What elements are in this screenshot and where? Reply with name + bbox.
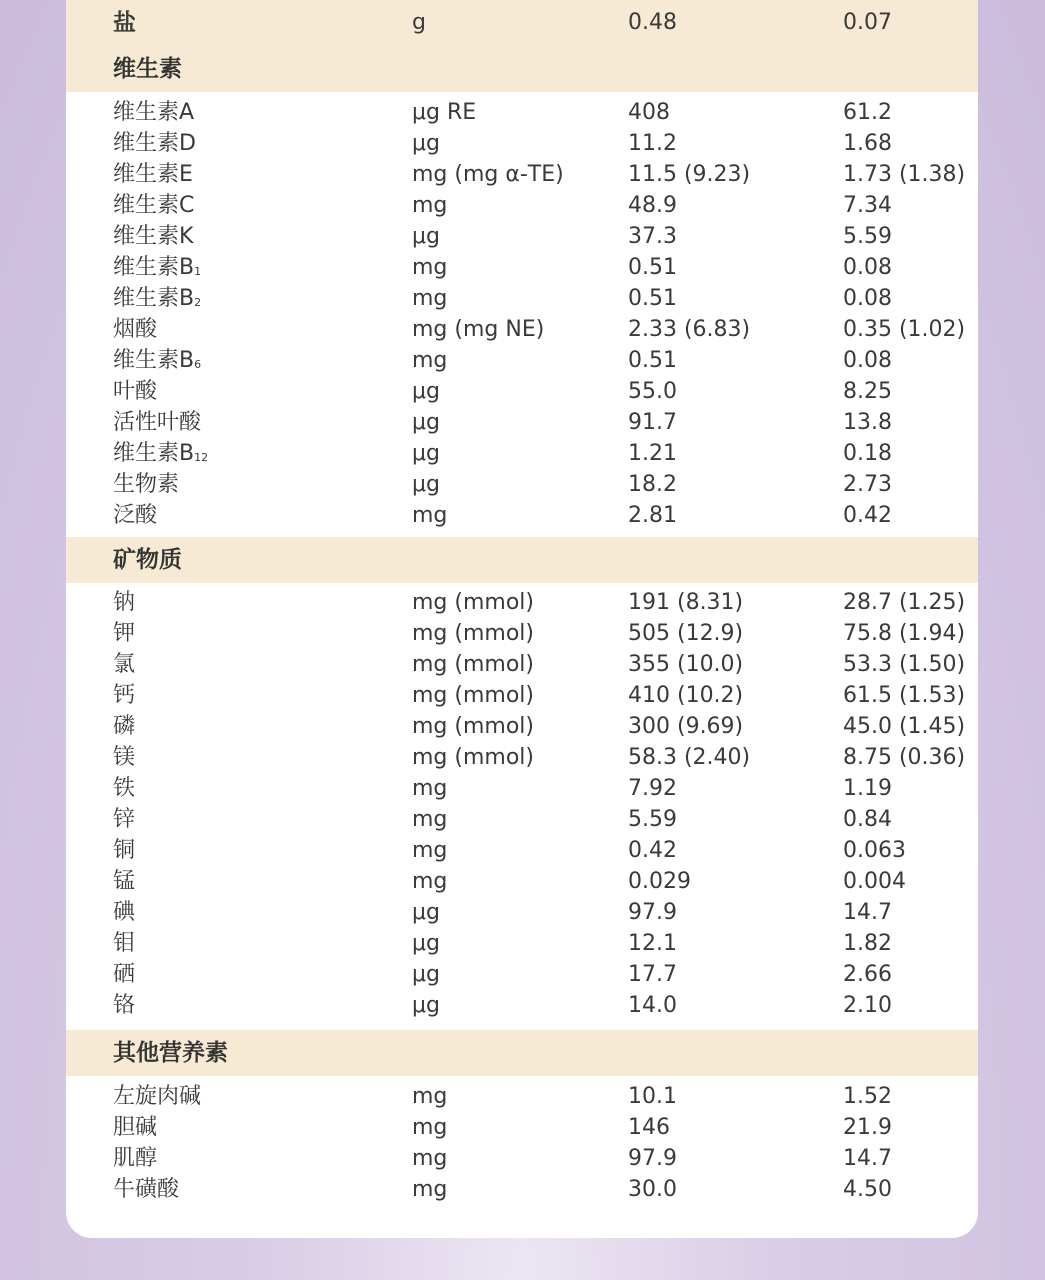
nutrient-unit: mg bbox=[412, 255, 448, 280]
nutrient-name: 维生素K bbox=[113, 224, 194, 249]
table-row bbox=[66, 221, 978, 252]
table-row bbox=[66, 438, 978, 469]
value-per-100kj: 21.9 bbox=[843, 1115, 892, 1140]
table-row bbox=[66, 1174, 978, 1205]
nutrient-name-text: 维生素B bbox=[113, 348, 195, 373]
value-per-100kj: 45.0 (1.45) bbox=[843, 714, 966, 739]
table-row bbox=[66, 680, 978, 711]
nutrient-name: 维生素E bbox=[113, 162, 193, 187]
salt-row bbox=[66, 0, 978, 46]
value-per-100kj: 8.75 (0.36) bbox=[843, 745, 966, 770]
nutrient-name: 铜 bbox=[113, 838, 136, 863]
value-per-100kj: 28.7 (1.25) bbox=[843, 590, 966, 615]
nutrient-unit: μg bbox=[412, 931, 440, 956]
nutrient-name: 维生素D bbox=[113, 131, 196, 156]
value-per-100kj: 0.08 bbox=[843, 348, 892, 373]
table-row bbox=[66, 407, 978, 438]
nutrient-unit: mg bbox=[412, 1146, 448, 1171]
nutrient-name: 铬 bbox=[113, 993, 136, 1018]
nutrient-unit: mg bbox=[412, 348, 448, 373]
section-header-vitamins bbox=[66, 46, 978, 92]
table-row bbox=[66, 159, 978, 190]
value-per-100kj: 7.34 bbox=[843, 193, 892, 218]
nutrient-name-text: 维生素B bbox=[113, 255, 195, 280]
value-per-100kj: 75.8 (1.94) bbox=[843, 621, 966, 646]
value-per-100g: 2.81 bbox=[628, 503, 677, 528]
table-row bbox=[66, 345, 978, 376]
table-row bbox=[66, 587, 978, 618]
table-row bbox=[66, 866, 978, 897]
salt-unit: g bbox=[412, 10, 426, 35]
nutrient-name bbox=[113, 345, 201, 380]
value-per-100kj: 0.84 bbox=[843, 807, 892, 832]
value-per-100g: 191 (8.31) bbox=[628, 590, 744, 615]
nutrient-unit: μg bbox=[412, 993, 440, 1018]
value-per-100kj: 61.2 bbox=[843, 100, 892, 125]
value-per-100g: 0.029 bbox=[628, 869, 691, 894]
nutrient-name: 氯 bbox=[113, 652, 136, 677]
nutrient-unit: mg bbox=[412, 193, 448, 218]
value-per-100kj: 61.5 (1.53) bbox=[843, 683, 966, 708]
value-per-100kj: 0.08 bbox=[843, 255, 892, 280]
value-per-100kj: 53.3 (1.50) bbox=[843, 652, 966, 677]
nutrient-unit: mg bbox=[412, 869, 448, 894]
table-row bbox=[66, 376, 978, 407]
value-per-100g: 97.9 bbox=[628, 900, 677, 925]
table-row bbox=[66, 1143, 978, 1174]
section-header-others bbox=[66, 1030, 978, 1076]
nutrient-name: 肌醇 bbox=[113, 1146, 158, 1171]
value-per-100kj: 14.7 bbox=[843, 1146, 892, 1171]
nutrient-subscript: 1 bbox=[194, 265, 202, 278]
value-per-100g: 14.0 bbox=[628, 993, 677, 1018]
nutrient-unit: mg (mmol) bbox=[412, 683, 534, 708]
nutrient-unit: μg bbox=[412, 224, 440, 249]
salt-name: 盐 bbox=[113, 10, 136, 36]
value-per-100g: 10.1 bbox=[628, 1084, 677, 1109]
value-per-100g: 505 (12.9) bbox=[628, 621, 744, 646]
value-per-100kj: 1.52 bbox=[843, 1084, 892, 1109]
nutrient-unit: mg (mmol) bbox=[412, 745, 534, 770]
nutrient-unit: μg bbox=[412, 441, 440, 466]
table-row bbox=[66, 1112, 978, 1143]
nutrient-unit: mg bbox=[412, 286, 448, 311]
nutrient-unit: mg bbox=[412, 807, 448, 832]
nutrient-unit: mg (mmol) bbox=[412, 621, 534, 646]
value-per-100kj: 1.68 bbox=[843, 131, 892, 156]
section-title: 维生素 bbox=[113, 56, 182, 82]
table-row bbox=[66, 835, 978, 866]
table-row bbox=[66, 928, 978, 959]
nutrient-unit: mg (mg NE) bbox=[412, 317, 545, 342]
nutrient-subscript: 6 bbox=[194, 358, 202, 371]
table-row bbox=[66, 649, 978, 680]
value-per-100g: 5.59 bbox=[628, 807, 677, 832]
value-per-100g: 7.92 bbox=[628, 776, 677, 801]
nutrient-unit: mg (mmol) bbox=[412, 652, 534, 677]
nutrient-name: 钠 bbox=[113, 590, 136, 615]
value-per-100kj: 0.08 bbox=[843, 286, 892, 311]
value-per-100g: 300 (9.69) bbox=[628, 714, 744, 739]
nutrient-unit: mg (mmol) bbox=[412, 714, 534, 739]
section-header-minerals bbox=[66, 537, 978, 583]
value-per-100g: 2.33 (6.83) bbox=[628, 317, 751, 342]
nutrient-name-text: 维生素B bbox=[113, 286, 195, 311]
nutrient-name: 叶酸 bbox=[113, 379, 158, 404]
value-per-100g: 58.3 (2.40) bbox=[628, 745, 751, 770]
value-per-100kj: 5.59 bbox=[843, 224, 892, 249]
table-row bbox=[66, 897, 978, 928]
nutrient-unit: μg bbox=[412, 410, 440, 435]
nutrient-name: 胆碱 bbox=[113, 1115, 158, 1140]
value-per-100g: 408 bbox=[628, 100, 670, 125]
nutrient-name: 铁 bbox=[113, 776, 136, 801]
table-row bbox=[66, 97, 978, 128]
value-per-100kj: 1.19 bbox=[843, 776, 892, 801]
nutrient-name: 钾 bbox=[113, 621, 136, 646]
table-row bbox=[66, 990, 978, 1021]
nutrient-name: 烟酸 bbox=[113, 317, 158, 342]
nutrient-name bbox=[113, 283, 201, 318]
nutrient-unit: mg bbox=[412, 776, 448, 801]
nutrient-unit: mg (mg α-TE) bbox=[412, 162, 564, 187]
nutrient-name: 锰 bbox=[113, 869, 136, 894]
value-per-100g: 410 (10.2) bbox=[628, 683, 744, 708]
value-per-100kj: 14.7 bbox=[843, 900, 892, 925]
nutrient-unit: mg bbox=[412, 1115, 448, 1140]
nutrient-name: 维生素A bbox=[113, 100, 195, 125]
nutrient-unit: mg bbox=[412, 1177, 448, 1202]
table-row bbox=[66, 1081, 978, 1112]
value-per-100g: 12.1 bbox=[628, 931, 677, 956]
value-per-100g: 146 bbox=[628, 1115, 670, 1140]
nutrient-unit: mg bbox=[412, 1084, 448, 1109]
nutrient-subscript: 2 bbox=[194, 296, 202, 309]
salt-per100g: 0.48 bbox=[628, 10, 677, 35]
nutrient-name: 钙 bbox=[113, 683, 136, 708]
value-per-100g: 97.9 bbox=[628, 1146, 677, 1171]
table-row bbox=[66, 959, 978, 990]
value-per-100g: 37.3 bbox=[628, 224, 677, 249]
table-row bbox=[66, 773, 978, 804]
nutrient-unit: μg bbox=[412, 379, 440, 404]
table-row bbox=[66, 128, 978, 159]
nutrient-name-text: 维生素B bbox=[113, 441, 195, 466]
nutrient-name: 牛磺酸 bbox=[113, 1177, 180, 1202]
table-row bbox=[66, 469, 978, 500]
value-per-100kj: 0.35 (1.02) bbox=[843, 317, 966, 342]
value-per-100kj: 0.18 bbox=[843, 441, 892, 466]
value-per-100g: 30.0 bbox=[628, 1177, 677, 1202]
value-per-100kj: 13.8 bbox=[843, 410, 892, 435]
value-per-100kj: 0.004 bbox=[843, 869, 906, 894]
value-per-100g: 0.51 bbox=[628, 286, 677, 311]
table-row bbox=[66, 742, 978, 773]
table-row bbox=[66, 500, 978, 531]
table-row bbox=[66, 314, 978, 345]
value-per-100g: 48.9 bbox=[628, 193, 677, 218]
value-per-100g: 11.5 (9.23) bbox=[628, 162, 751, 187]
value-per-100kj: 2.66 bbox=[843, 962, 892, 987]
nutrient-unit: μg bbox=[412, 472, 440, 497]
nutrient-name: 镁 bbox=[113, 745, 136, 770]
nutrient-subscript: 12 bbox=[194, 451, 209, 464]
nutrient-unit: mg bbox=[412, 838, 448, 863]
nutrient-name: 碘 bbox=[113, 900, 136, 925]
nutrient-name bbox=[113, 252, 201, 287]
table-row bbox=[66, 252, 978, 283]
nutrient-unit: mg bbox=[412, 503, 448, 528]
nutrient-name: 磷 bbox=[113, 714, 136, 739]
table-row bbox=[66, 804, 978, 835]
value-per-100g: 0.42 bbox=[628, 838, 677, 863]
nutrient-unit: μg bbox=[412, 900, 440, 925]
value-per-100kj: 2.73 bbox=[843, 472, 892, 497]
value-per-100kj: 1.82 bbox=[843, 931, 892, 956]
value-per-100g: 18.2 bbox=[628, 472, 677, 497]
value-per-100g: 17.7 bbox=[628, 962, 677, 987]
table-row bbox=[66, 190, 978, 221]
nutrient-unit: μg bbox=[412, 962, 440, 987]
value-per-100g: 0.51 bbox=[628, 255, 677, 280]
value-per-100kj: 4.50 bbox=[843, 1177, 892, 1202]
value-per-100kj: 8.25 bbox=[843, 379, 892, 404]
section-title: 矿物质 bbox=[113, 547, 182, 573]
table-row bbox=[66, 618, 978, 649]
nutrient-unit: mg (mmol) bbox=[412, 590, 534, 615]
value-per-100g: 355 (10.0) bbox=[628, 652, 744, 677]
value-per-100g: 1.21 bbox=[628, 441, 677, 466]
nutrient-name: 生物素 bbox=[113, 472, 180, 497]
nutrient-name: 锌 bbox=[113, 807, 136, 832]
nutrient-unit: μg RE bbox=[412, 100, 477, 125]
value-per-100g: 11.2 bbox=[628, 131, 677, 156]
value-per-100g: 0.51 bbox=[628, 348, 677, 373]
value-per-100g: 55.0 bbox=[628, 379, 677, 404]
nutrient-name: 维生素C bbox=[113, 193, 195, 218]
section-title: 其他营养素 bbox=[113, 1040, 228, 1066]
salt-per100kj: 0.07 bbox=[843, 10, 892, 35]
nutrient-name: 活性叶酸 bbox=[113, 410, 202, 435]
value-per-100kj: 0.42 bbox=[843, 503, 892, 528]
value-per-100kj: 1.73 (1.38) bbox=[843, 162, 966, 187]
nutrient-name: 泛酸 bbox=[113, 503, 158, 528]
nutrient-name: 左旋肉碱 bbox=[113, 1084, 202, 1109]
value-per-100g: 91.7 bbox=[628, 410, 677, 435]
nutrient-name: 硒 bbox=[113, 962, 136, 987]
table-row bbox=[66, 711, 978, 742]
nutrient-name: 钼 bbox=[113, 931, 136, 956]
nutrient-name bbox=[113, 438, 208, 473]
nutrition-table-card bbox=[66, 0, 978, 1238]
nutrient-unit: μg bbox=[412, 131, 440, 156]
value-per-100kj: 2.10 bbox=[843, 993, 892, 1018]
table-row bbox=[66, 283, 978, 314]
value-per-100kj: 0.063 bbox=[843, 838, 906, 863]
